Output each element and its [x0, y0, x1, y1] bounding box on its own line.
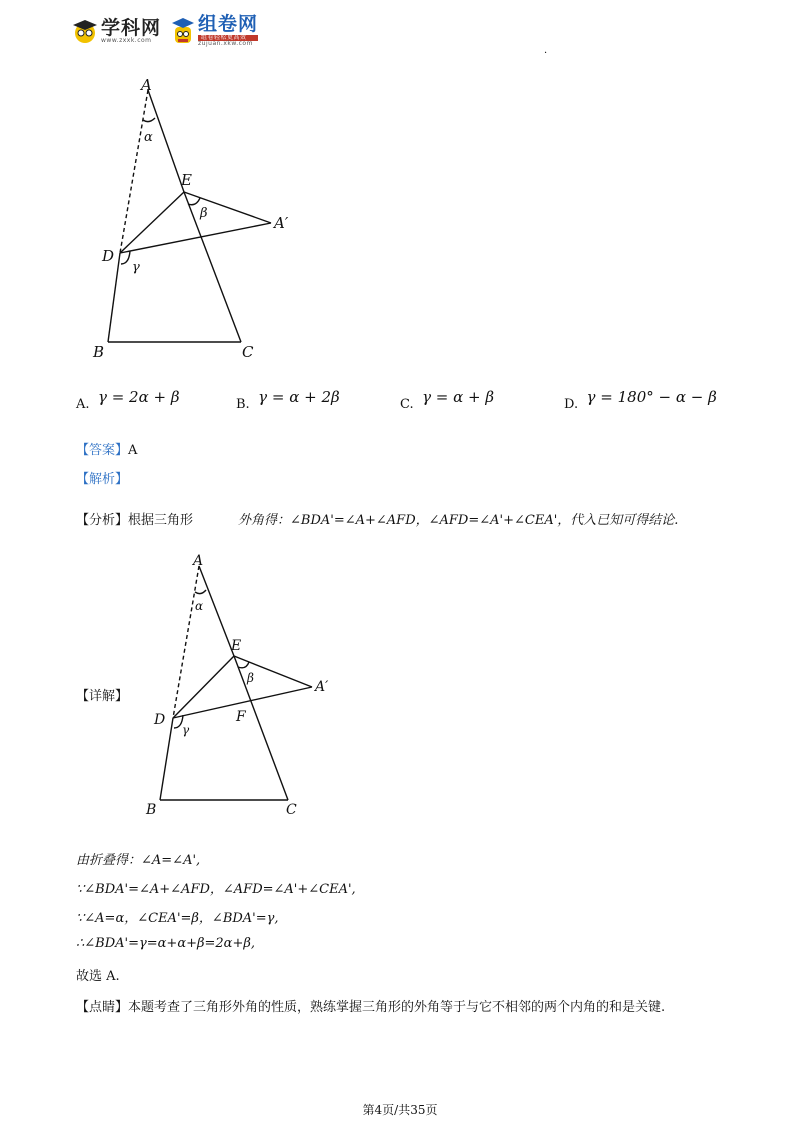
fig2-label-C: C	[286, 802, 297, 818]
fig1-line-EC	[184, 192, 241, 342]
fig1-label-A: A	[141, 76, 152, 94]
step-2: ∵∠BDA'=∠A+∠AFD，∠AFD=∠A'+∠CEA',	[76, 882, 356, 897]
answer-line	[76, 439, 137, 458]
figure-2	[140, 548, 370, 820]
option-d	[564, 388, 717, 412]
answer-value: A	[128, 443, 138, 458]
page-footer: 第4页/共35页	[362, 1103, 438, 1117]
option-d-label: D.	[564, 397, 579, 412]
fig2-label-A: A	[193, 553, 204, 569]
fig1-line-AD	[120, 90, 148, 253]
step-3: ∵∠A=α，∠CEA'=β，∠BDA'=γ,	[76, 911, 279, 926]
fig1-label-alpha: α	[144, 130, 153, 145]
fig1-label-Ap: A′	[274, 214, 289, 232]
fig1-label-gamma: γ	[132, 260, 140, 275]
fig1-label-C: C	[242, 343, 254, 361]
zxxk-logo-icon	[72, 18, 98, 44]
logo2-domain: zujuan.xkw.com	[198, 39, 253, 47]
fig1-label-E: E	[181, 171, 192, 189]
fig2-line-DB	[160, 718, 173, 800]
analysis-tag: 【解析】	[76, 472, 129, 487]
logo2-sub: 组卷轻松更高效	[198, 35, 258, 41]
fig2-line-EC	[234, 656, 288, 800]
xiangjie-tag: 【详解】	[76, 689, 129, 704]
analysis-line	[76, 468, 128, 487]
figure-1	[80, 70, 310, 370]
fig2-label-B: B	[146, 802, 157, 818]
fig2-label-E: E	[231, 638, 242, 654]
logo1-sub: www.zxxk.com	[101, 36, 152, 44]
fenxi-tag: 【分析】	[76, 513, 129, 528]
step-4: ∴∠BDA'=γ=α+α+β=2α+β,	[76, 936, 255, 951]
logo1-text: 学科网	[101, 16, 162, 39]
fig2-label-gamma: γ	[182, 723, 190, 737]
dianjing-tag: 【点睛】	[76, 1000, 129, 1015]
fig1-line-DB	[108, 253, 120, 342]
dianjing-text: 本题考查了三角形外角的性质，熟练掌握三角形的外角等于与它不相邻的两个内角的和是关键.	[128, 1000, 666, 1015]
option-b-formula: γ = α + 2β	[258, 388, 340, 406]
fig1-label-B: B	[93, 343, 105, 361]
step-5: 故选 A.	[76, 969, 120, 984]
option-c-label: C.	[400, 397, 414, 412]
zujuan-logo-icon	[171, 17, 195, 45]
option-b-label: B.	[236, 397, 250, 412]
option-c	[400, 388, 495, 412]
fig1-arc-alpha	[143, 118, 155, 122]
option-a	[76, 388, 180, 412]
fig2-arc-alpha	[195, 590, 206, 594]
fig1-label-D: D	[102, 247, 115, 265]
fig2-label-Ap: A′	[315, 679, 329, 695]
fig2-label-beta: β	[247, 671, 254, 685]
decorative-dot: ·	[544, 48, 548, 59]
logo2-text: 组卷网	[198, 12, 259, 35]
fig2-label-F: F	[236, 709, 246, 725]
answer-tag: 【答案】	[76, 443, 129, 458]
fig2-arc-beta	[238, 662, 249, 668]
fenxi-line	[76, 509, 193, 528]
fig1-line-DAp	[120, 223, 271, 253]
fig1-arc-beta	[188, 198, 200, 205]
option-d-formula: γ = 180° − α − β	[586, 388, 717, 406]
step-1: 由折叠得：∠A=∠A',	[76, 853, 201, 868]
option-c-formula: γ = α + β	[422, 388, 495, 406]
fig1-line-EAp	[184, 192, 271, 223]
fig2-label-alpha: α	[195, 599, 204, 613]
fig1-line-AE	[148, 90, 184, 192]
fig2-line-EAp	[234, 656, 312, 687]
fig1-label-beta: β	[200, 206, 208, 221]
header-logos	[72, 14, 258, 48]
fenxi-text-1: 根据三角形	[128, 513, 194, 528]
option-a-label: A.	[76, 397, 90, 412]
fig2-label-D: D	[154, 712, 166, 728]
fenxi-text-2: 外角得：∠BDA'=∠A+∠AFD，∠AFD=∠A'+∠CEA'，代入已知可得结论.	[238, 513, 679, 528]
dianjing-line	[76, 996, 665, 1015]
fig2-line-AE	[199, 566, 234, 656]
option-a-formula: γ = 2α + β	[97, 388, 180, 406]
option-b	[236, 388, 340, 412]
